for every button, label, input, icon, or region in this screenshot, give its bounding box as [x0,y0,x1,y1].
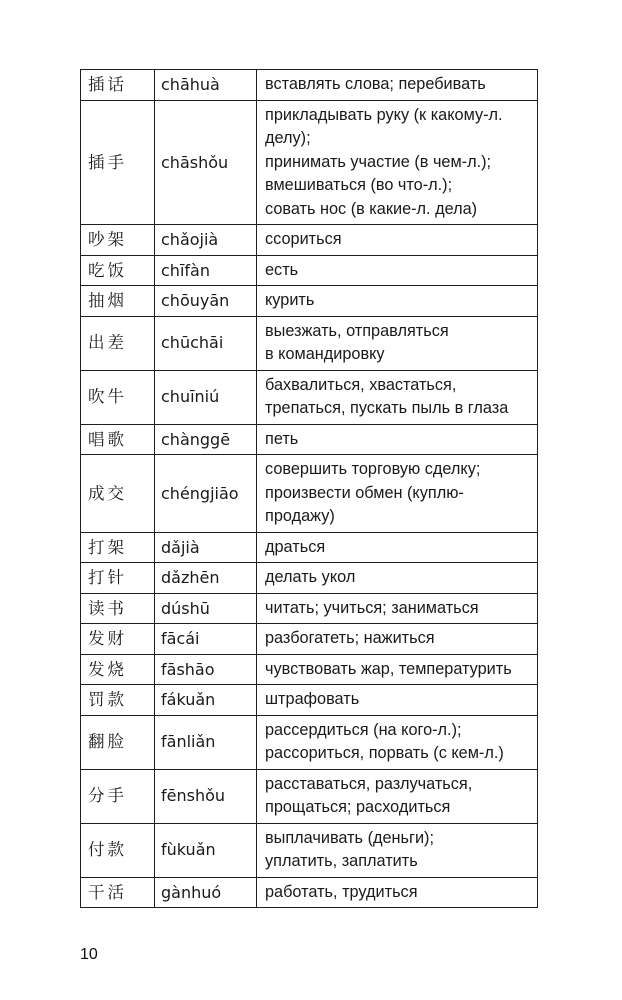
pinyin-cell: dǎjià [155,532,257,563]
hanzi-cell: 唱歌 [81,424,155,455]
pinyin-cell: chāhuà [155,70,257,101]
meaning-cell [257,769,538,823]
meaning-line: петь [265,429,299,448]
meaning-cell [257,593,538,624]
meaning-line: бахвалиться, хвастаться, [265,375,457,394]
pinyin-cell: chōuyān [155,286,257,317]
meaning-line: произвести обмен (куплю- [265,483,464,502]
meaning-line: рассердиться (на кого-л.); [265,720,462,739]
hanzi-cell: 发烧 [81,654,155,685]
table-row [81,100,538,225]
meaning-line: делу); [265,129,311,147]
meaning-line: чувствовать жар, температурить [265,659,512,678]
meaning-line: принимать участие (в чем-л.); [265,152,492,171]
table-row [81,823,538,877]
meaning-line: драться [265,537,326,556]
pinyin-cell: fācái [155,624,257,655]
pinyin-cell: fēnshǒu [155,769,257,823]
hanzi-cell: 打架 [81,532,155,563]
hanzi-cell: 罚款 [81,685,155,716]
table-row [81,624,538,655]
meaning-cell [257,225,538,256]
hanzi-cell: 吹牛 [81,370,155,424]
table-row [81,654,538,685]
meaning-cell [257,255,538,286]
pinyin-cell: dúshū [155,593,257,624]
meaning-line: трепаться, пускать пыль в глаза [265,399,509,417]
hanzi-cell: 抽烟 [81,286,155,317]
pinyin-cell: fāshāo [155,654,257,685]
meaning-line: работать, трудиться [265,882,418,901]
meaning-line: курить [265,291,315,309]
meaning-line: штрафовать [265,690,360,708]
pinyin-cell: dǎzhēn [155,563,257,594]
pinyin-cell: chéngjiāo [155,455,257,533]
meaning-cell [257,100,538,225]
meaning-line: совать нос (в какие-л. дела) [265,199,478,218]
hanzi-cell: 吵架 [81,225,155,256]
table-row [81,225,538,256]
meaning-line: выплачивать (деньги); [265,828,434,847]
meaning-line: уплатить, заплатить [265,852,418,870]
page-number: 10 [80,946,98,963]
table-row [81,877,538,908]
meaning-cell [257,685,538,716]
table-row [81,255,538,286]
meaning-line: выезжать, отправляться [265,321,449,340]
meaning-cell [257,455,538,533]
table-row [81,593,538,624]
meaning-line: рассориться, порвать (с кем-л.) [265,744,504,762]
meaning-cell [257,370,538,424]
meaning-line: расставаться, разлучаться, [265,774,473,793]
table-row [81,424,538,455]
pinyin-cell: gànhuó [155,877,257,908]
pinyin-cell: chāshǒu [155,100,257,225]
vocabulary-table [80,69,538,908]
meaning-line: прощаться; расходиться [265,798,451,816]
meaning-line: совершить торговую сделку; [265,460,481,478]
hanzi-cell: 发财 [81,624,155,655]
hanzi-cell: 读书 [81,593,155,624]
meaning-cell [257,286,538,317]
table-row [81,769,538,823]
meaning-line: в командировку [265,345,385,363]
meaning-cell [257,563,538,594]
meaning-line: ссориться [265,230,342,248]
hanzi-cell: 打针 [81,563,155,594]
pinyin-cell: chuīniú [155,370,257,424]
vocabulary-table-body [81,70,538,908]
hanzi-cell: 付款 [81,823,155,877]
meaning-cell [257,654,538,685]
hanzi-cell: 吃饭 [81,255,155,286]
meaning-cell [257,823,538,877]
meaning-cell [257,715,538,769]
pinyin-cell: fānliǎn [155,715,257,769]
meaning-line: есть [265,260,299,279]
pinyin-cell: chànggē [155,424,257,455]
table-row [81,316,538,370]
pinyin-cell: chǎojià [155,225,257,256]
pinyin-cell: chūchāi [155,316,257,370]
meaning-line: читать; учиться; заниматься [265,598,479,617]
meaning-line: вмешиваться (во что-л.); [265,176,453,194]
pinyin-cell: fùkuǎn [155,823,257,877]
table-row [81,685,538,716]
hanzi-cell: 插手 [81,100,155,225]
meaning-line: делать укол [265,568,356,586]
table-row [81,70,538,101]
meaning-line: разбогатеть; нажиться [265,629,435,647]
meaning-line: продажу) [265,507,335,525]
table-row [81,532,538,563]
pinyin-cell: chīfàn [155,255,257,286]
meaning-cell [257,624,538,655]
table-row [81,370,538,424]
meaning-cell [257,70,538,101]
meaning-line: вставлять слова; перебивать [265,75,486,93]
hanzi-cell: 插话 [81,70,155,101]
meaning-line: прикладывать руку (к какому-л. [265,105,503,124]
hanzi-cell: 出差 [81,316,155,370]
table-row [81,455,538,533]
pinyin-cell: fákuǎn [155,685,257,716]
table-row [81,715,538,769]
meaning-cell [257,424,538,455]
hanzi-cell: 成交 [81,455,155,533]
hanzi-cell: 分手 [81,769,155,823]
meaning-cell [257,877,538,908]
meaning-cell [257,532,538,563]
table-row [81,563,538,594]
hanzi-cell: 翻脸 [81,715,155,769]
table-row [81,286,538,317]
hanzi-cell: 干活 [81,877,155,908]
meaning-cell [257,316,538,370]
